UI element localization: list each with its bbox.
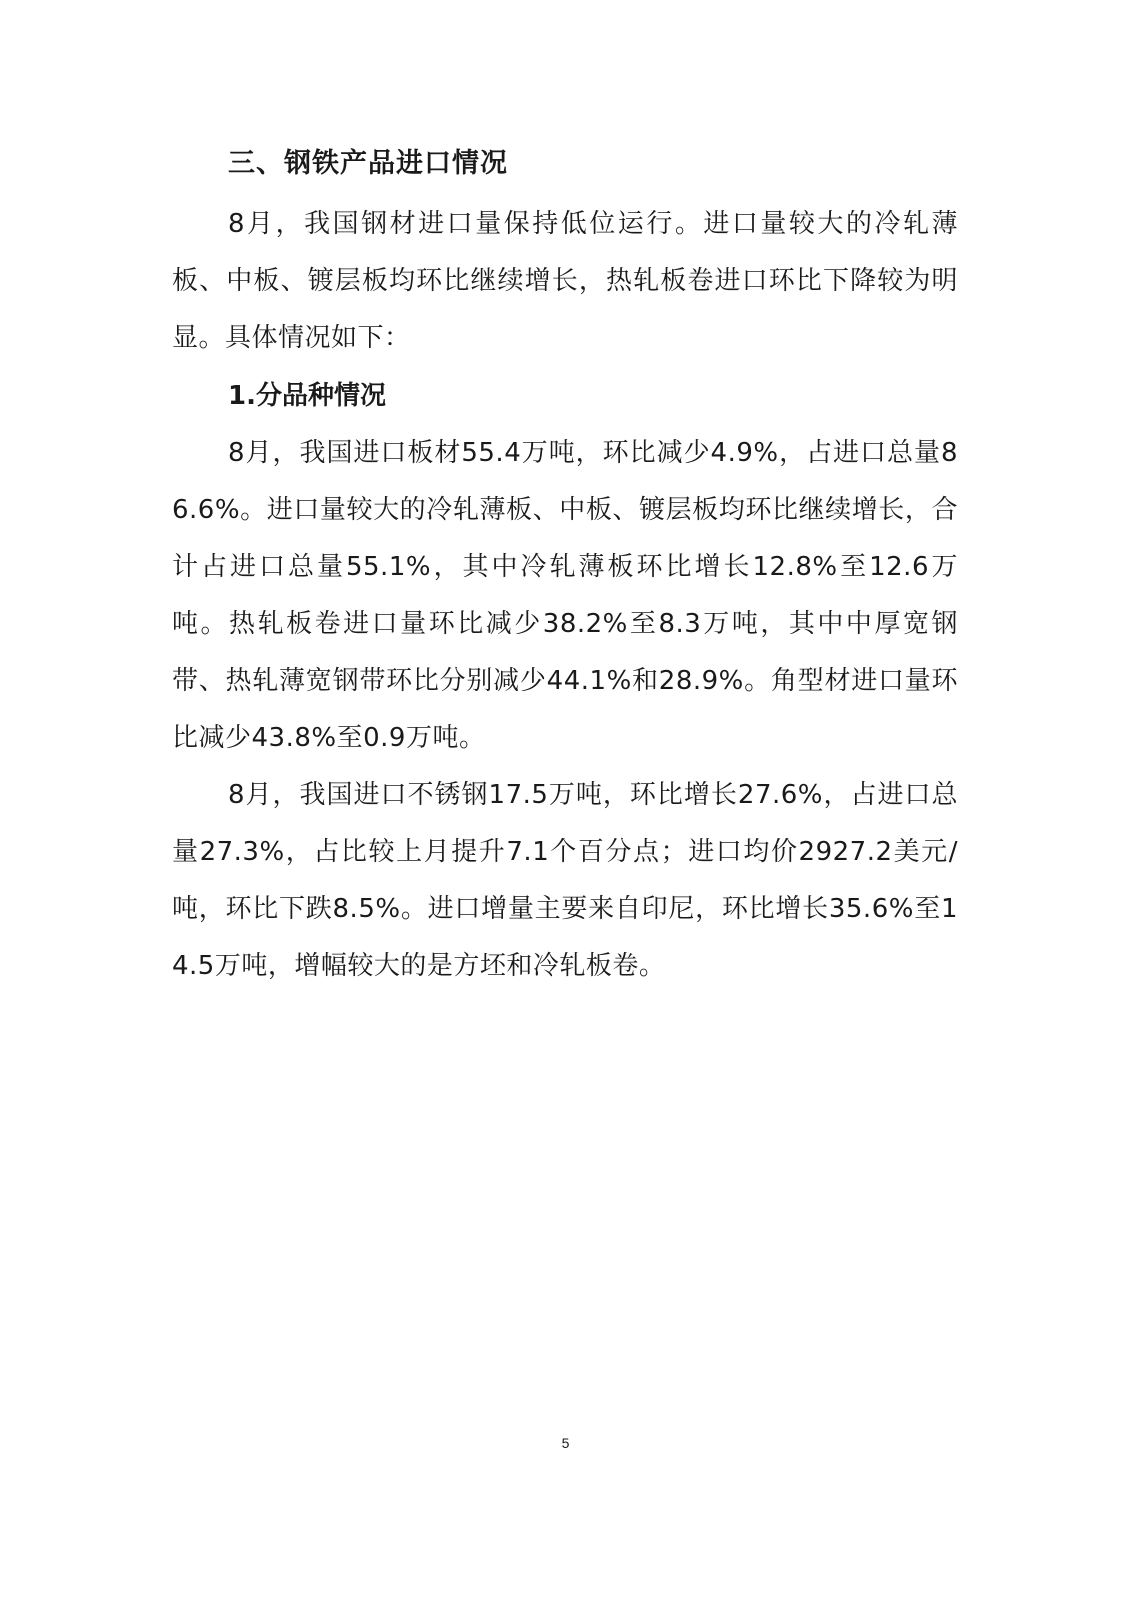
intro-paragraph: 8月，我国钢材进口量保持低位运行。进口量较大的冷轧薄板、中板、镀层板均环比继续增长，热轧板卷进口环比下降较为明显。具体情况如下：: [172, 209, 958, 353]
paragraph-stainless: 8月，我国进口不锈钢17.5万吨，环比增长27.6%，占进口总量27.3%，占比较上月提升7.1个百分点；进口均价2927.2美元/吨，环比下跌8.5%。进口增量主要来自印尼，环比增长35.6%至14.5万吨，增幅较大的是方坯和冷轧板卷。: [172, 780, 958, 981]
page-content: [172, 140, 958, 995]
subsection-heading: 1.分品种情况: [228, 381, 386, 411]
page-number: 5: [561, 1435, 570, 1451]
paragraph-plates: 8月，我国进口板材55.4万吨，环比减少4.9%，占进口总量86.6%。进口量较大的冷轧薄板、中板、镀层板均环比继续增长，合计占进口总量55.1%，其中冷轧薄板环比增长12.8%至12.6万吨。热轧板卷进口量环比减少38.2%至8.3万吨，其中中厚宽钢带、热轧薄宽钢带环比分别减少44.1%和28.9%。角型材进口量环比减少43.8%至0.9万吨。: [172, 438, 958, 753]
section-heading: 三、钢铁产品进口情况: [228, 148, 508, 179]
